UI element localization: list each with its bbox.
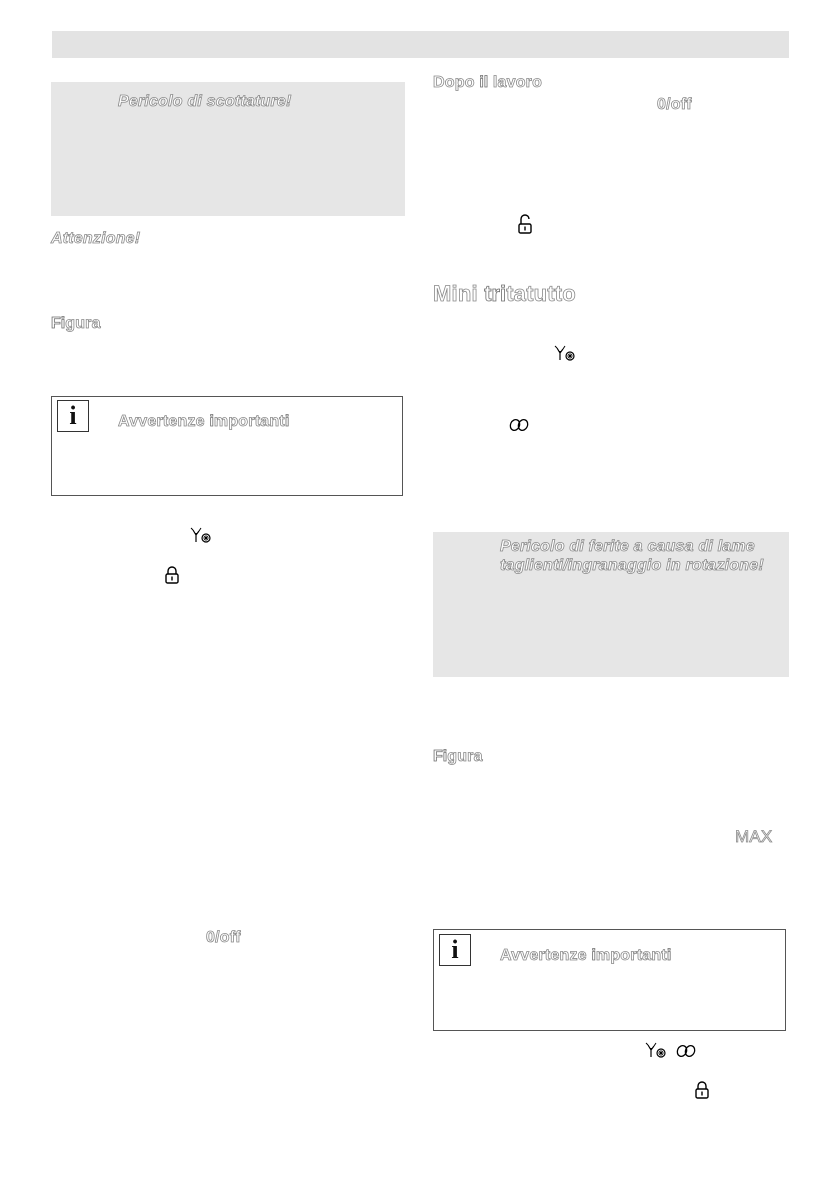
- after-work-pre: Dopo: [433, 74, 480, 91]
- unlock-icon: [518, 214, 532, 234]
- figure-label-1: [51, 315, 101, 333]
- info-icon: i: [439, 934, 471, 966]
- mini-title-pre: Mini: [433, 281, 485, 306]
- burn-warning-title: Pericolo di scottature!: [118, 93, 292, 110]
- figure-label-2-rest: gura: [447, 748, 483, 765]
- figure-label-1-bold: Fi: [51, 315, 66, 332]
- info-box-2: [433, 929, 786, 1031]
- blade-warning-line1: Pericolo di ferite a causa di lame: [500, 538, 755, 555]
- info1-mid: mportant: [213, 413, 285, 430]
- info2-b1: i: [591, 947, 596, 964]
- figure-label-1-rest: gura: [65, 315, 101, 332]
- max-label: MAX: [735, 827, 773, 846]
- after-work-bold: il: [479, 74, 489, 91]
- after-work-post: lavoro: [488, 74, 543, 91]
- lock-icon: [695, 1081, 709, 1099]
- figure-label-2-bold: Fi: [433, 748, 448, 765]
- pulse-icon: [675, 1044, 697, 1058]
- blade-warning-line2: taglienti/ingranaggio in rotazione!: [500, 557, 764, 574]
- pulse-icon: [508, 418, 530, 432]
- mini-chopper-title: [433, 281, 576, 307]
- herb-icon: [645, 1041, 671, 1059]
- info1-b1: i: [209, 413, 214, 430]
- info2-pre: Avvertenze: [500, 947, 592, 964]
- lock-icon: [165, 566, 179, 584]
- info1-b2: i: [284, 413, 290, 430]
- herb-icon: [554, 344, 580, 362]
- header-bar: [52, 31, 789, 58]
- info-box-1-title: [118, 413, 289, 431]
- after-work-heading: [433, 74, 542, 92]
- info2-mid: mportant: [595, 947, 667, 964]
- info-icon: i: [57, 400, 89, 432]
- attention-heading: Attenzione!: [51, 230, 141, 247]
- info1-pre: Avvertenze: [118, 413, 210, 430]
- figure-label-2: [433, 748, 483, 766]
- herb-icon: [190, 526, 216, 544]
- off-label-left: 0/off: [206, 929, 241, 946]
- mini-title-bold: tri: [484, 281, 507, 306]
- info-box-2-title: [500, 947, 671, 965]
- info-box-1: [51, 396, 403, 496]
- mini-title-post: tatutto: [506, 281, 576, 306]
- info2-b2: i: [666, 947, 672, 964]
- off-label-right: 0/off: [657, 96, 692, 113]
